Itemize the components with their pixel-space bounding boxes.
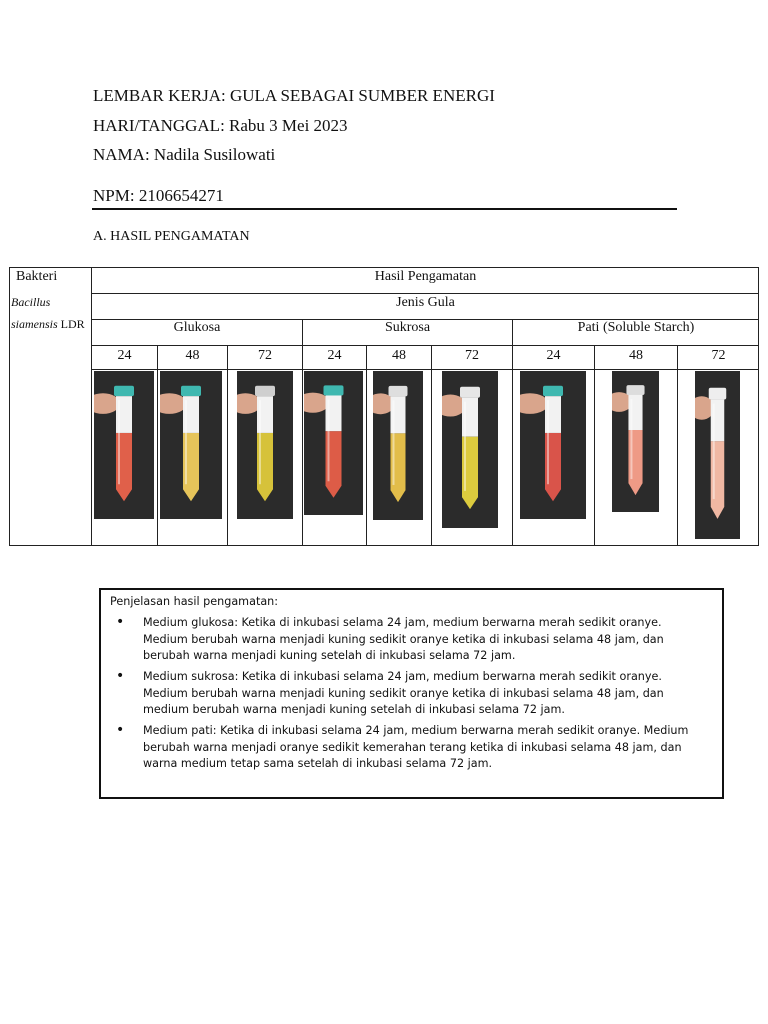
explanation-item-glukosa xyxy=(116,614,723,665)
section-heading: A. HASIL PENGAMATAN xyxy=(93,229,250,244)
table-divider xyxy=(431,345,432,546)
tube-photo-sukrosa-72 xyxy=(442,371,498,528)
tube-photo-glukosa-72 xyxy=(237,371,293,519)
tube-highlight xyxy=(328,399,330,481)
explanation-line: medium berubah warna menjadi kuning setelah di inkubasi selama 72 jam. xyxy=(143,703,565,717)
sugar-pati: Pati (Soluble Starch) xyxy=(577,320,695,335)
hour-label: 48 xyxy=(392,348,406,363)
tube-highlight xyxy=(630,399,632,479)
tube-cap xyxy=(255,386,275,396)
tube-svg xyxy=(695,371,740,539)
tube-highlight xyxy=(393,400,395,485)
tube-highlight xyxy=(185,400,187,484)
hour-label: 72 xyxy=(258,348,272,363)
hour-label: 24 xyxy=(327,348,342,363)
explanation-line: Medium glukosa: Ketika di inkubasi selama 24 jam, medium berwarna merah sedikit oranye. xyxy=(143,616,662,629)
bullet-icon: • xyxy=(116,668,125,684)
tube-cap xyxy=(460,387,480,398)
explanation-line: warna medium tetap sama setelah di inkubasi selama 72 jam. xyxy=(143,757,493,771)
table-divider xyxy=(91,369,759,370)
hour-label: 72 xyxy=(711,348,726,363)
bacteria-name-line1: Bacillus xyxy=(11,295,51,309)
bullet-icon: • xyxy=(116,614,125,630)
tube-photo-pati-72 xyxy=(695,371,740,539)
sugar-sukrosa: Sukrosa xyxy=(384,320,431,335)
date-line: HARI/TANGGAL: Rabu 3 Mei 2023 xyxy=(93,116,348,135)
tube-svg xyxy=(304,371,363,515)
hour-label: 24 xyxy=(546,348,561,363)
tube-photo-sukrosa-48 xyxy=(373,371,423,520)
tube-photo-glukosa-24 xyxy=(94,371,154,519)
npm-line: NPM: 2106654271 xyxy=(93,186,224,205)
sugar-glukosa: Glukosa xyxy=(173,320,221,335)
table-divider xyxy=(227,345,228,546)
hour-label: 48 xyxy=(629,348,643,363)
table-divider xyxy=(677,345,678,546)
hour-label: 72 xyxy=(465,348,479,363)
explanation-line: Medium sukrosa: Ketika di inkubasi selama 24 jam, medium berwarna merah sedikit oranye. xyxy=(143,670,662,683)
tube-cap xyxy=(543,386,563,396)
tube-photo-glukosa-48 xyxy=(160,371,222,519)
tube-svg xyxy=(612,371,659,512)
tube-svg xyxy=(94,371,154,519)
table-divider xyxy=(366,345,367,546)
explanation-line: berubah warna menjadi kuning setelah di inkubasi selama 72 jam. xyxy=(143,649,516,663)
table-divider xyxy=(594,345,595,546)
tube-svg xyxy=(373,371,423,520)
explanation-box xyxy=(99,588,724,799)
explanation-item-sukrosa xyxy=(116,668,723,719)
tube-highlight xyxy=(259,400,261,484)
bacteria-name-line2: siamensis LDR xyxy=(11,317,85,331)
tube-cap xyxy=(324,385,344,395)
hour-label: 48 xyxy=(185,348,200,363)
explanation-title: Penjelasan hasil pengamatan: xyxy=(110,595,279,608)
table-divider xyxy=(157,345,158,546)
explanation-item-pati xyxy=(116,722,723,773)
tube-highlight xyxy=(118,400,120,484)
tube-photo-sukrosa-24 xyxy=(304,371,363,515)
results-table xyxy=(9,267,759,546)
tube-svg xyxy=(520,371,586,519)
header-divider xyxy=(92,208,677,210)
worksheet-title: LEMBAR KERJA: GULA SEBAGAI SUMBER ENERGI xyxy=(93,86,495,105)
tube-highlight xyxy=(713,404,715,499)
tube-svg xyxy=(237,371,293,519)
tube-cap xyxy=(709,388,727,400)
hour-label: 24 xyxy=(117,348,132,363)
table-divider xyxy=(91,293,759,294)
explanation-line: Medium berubah warna menjadi kuning sedikit oranye ketika di inkubasi selama 48 jam, dan xyxy=(143,632,664,646)
name-line: NAMA: Nadila Susilowati xyxy=(93,145,276,164)
table-divider xyxy=(91,345,759,346)
tube-highlight xyxy=(547,400,549,484)
tube-photo-pati-24 xyxy=(520,371,586,519)
header-bakteri: Bakteri xyxy=(16,269,58,284)
header-jenis-gula: Jenis Gula xyxy=(396,295,455,310)
tube-cap xyxy=(181,386,201,396)
tube-cap xyxy=(626,385,644,395)
explanation-line: berubah warna menjadi oranye sedikit kemerahan terang ketika di inkubasi selama 48 jam, dan xyxy=(143,740,682,754)
tube-svg xyxy=(442,371,498,528)
bullet-icon: • xyxy=(116,722,125,738)
tube-cap xyxy=(389,386,408,396)
explanation-line: Medium pati: Ketika di inkubasi selama 24 jam, medium berwarna merah sedikit oranye. Medium xyxy=(143,724,689,737)
header-hasil-pengamatan: Hasil Pengamatan xyxy=(374,269,477,284)
tube-photo-pati-48 xyxy=(612,371,659,512)
tube-svg xyxy=(160,371,222,519)
tube-cap xyxy=(114,386,134,396)
explanation-line: Medium berubah warna menjadi kuning sedikit oranye ketika di inkubasi selama 48 jam, dan xyxy=(143,686,664,700)
tube-highlight xyxy=(464,402,466,491)
